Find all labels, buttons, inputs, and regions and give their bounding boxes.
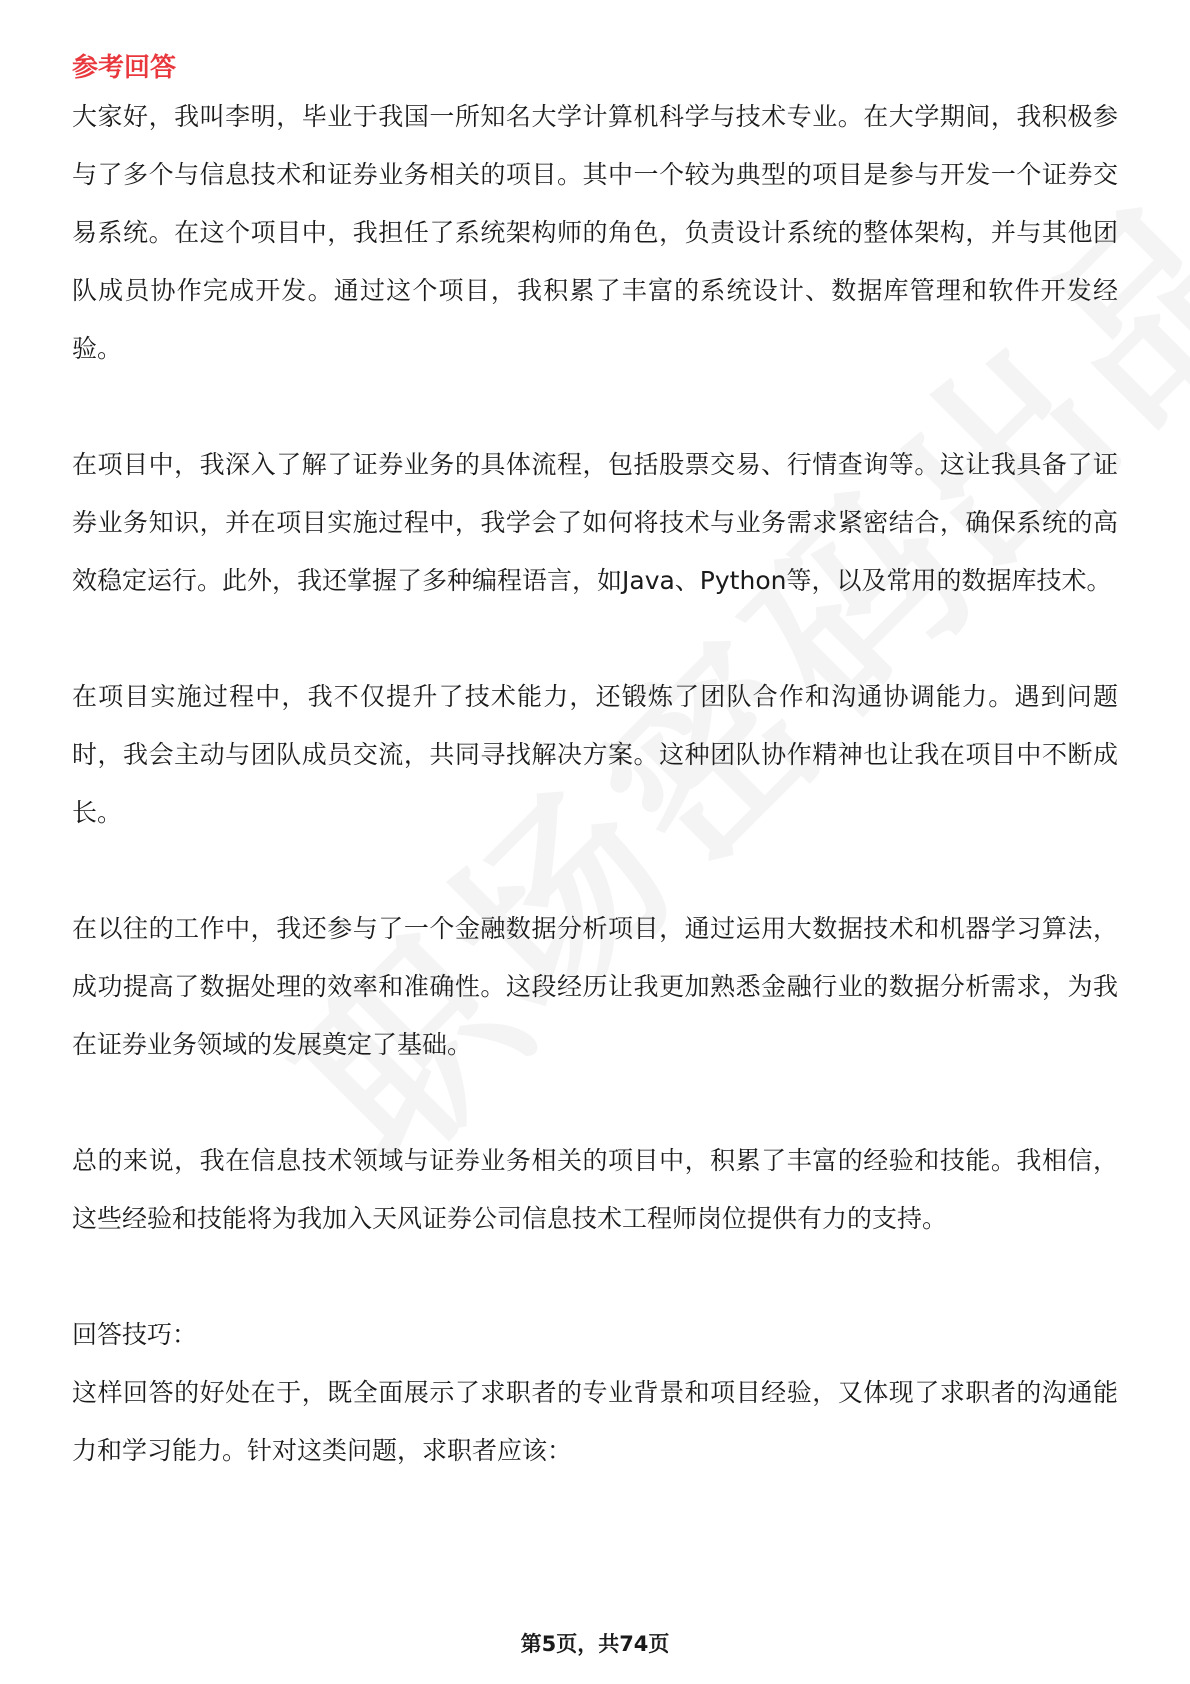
paragraph-gap: [72, 842, 1118, 900]
paragraph-gap: [72, 378, 1118, 436]
paragraph-gap: [72, 610, 1118, 668]
answer-paragraph-5: 总的来说，我在信息技术领域与证券业务相关的项目中，积累了丰富的经验和技能。我相信，这些经验和技能将为我加入天风证券公司信息技术工程师岗位提供有力的支持。: [72, 1146, 1118, 1233]
page-number-footer: 第5页，共74页: [520, 1632, 670, 1656]
content-body: [72, 48, 1118, 1480]
answer-paragraph-2: 在项目中，我深入了解了证券业务的具体流程，包括股票交易、行情查询等。这让我具备了证券业务知识，并在项目实施过程中，我学会了如何将技术与业务需求紧密结合，确保系统的高效稳定运行。此外，我还掌握了多种编程语言，如Java、Python等，以及常用的数据库技术。: [72, 450, 1118, 595]
section-title: 参考回答: [72, 53, 177, 83]
answer-paragraph-4: 在以往的工作中，我还参与了一个金融数据分析项目，通过运用大数据技术和机器学习算法，成功提高了数据处理的效率和准确性。这段经历让我更加熟悉金融行业的数据分析需求，为我在证券业务领域的发展奠定了基础。: [72, 914, 1118, 1059]
answer-paragraph-1: 大家好，我叫李明，毕业于我国一所知名大学计算机科学与技术专业。在大学期间，我积极参与了多个与信息技术和证券业务相关的项目。其中一个较为典型的项目是参与开发一个证券交易系统。在这个项目中，我担任了系统架构师的角色，负责设计系统的整体架构，并与其他团队成员协作完成开发。通过这个项目，我积累了丰富的系统设计、数据库管理和软件开发经验。: [72, 102, 1118, 363]
tips-heading: 回答技巧：: [72, 1320, 198, 1349]
answer-paragraph-3: 在项目实施过程中，我不仅提升了技术能力，还锻炼了团队合作和沟通协调能力。遇到问题时，我会主动与团队成员交流，共同寻找解决方案。这种团队协作精神也让我在项目中不断成长。: [72, 682, 1118, 827]
paragraph-gap: [72, 1074, 1118, 1132]
paragraph-gap: [72, 1248, 1118, 1306]
tips-paragraph: 这样回答的好处在于，既全面展示了求职者的专业背景和项目经验，又体现了求职者的沟通能力和学习能力。针对这类问题，求职者应该：: [72, 1378, 1118, 1465]
